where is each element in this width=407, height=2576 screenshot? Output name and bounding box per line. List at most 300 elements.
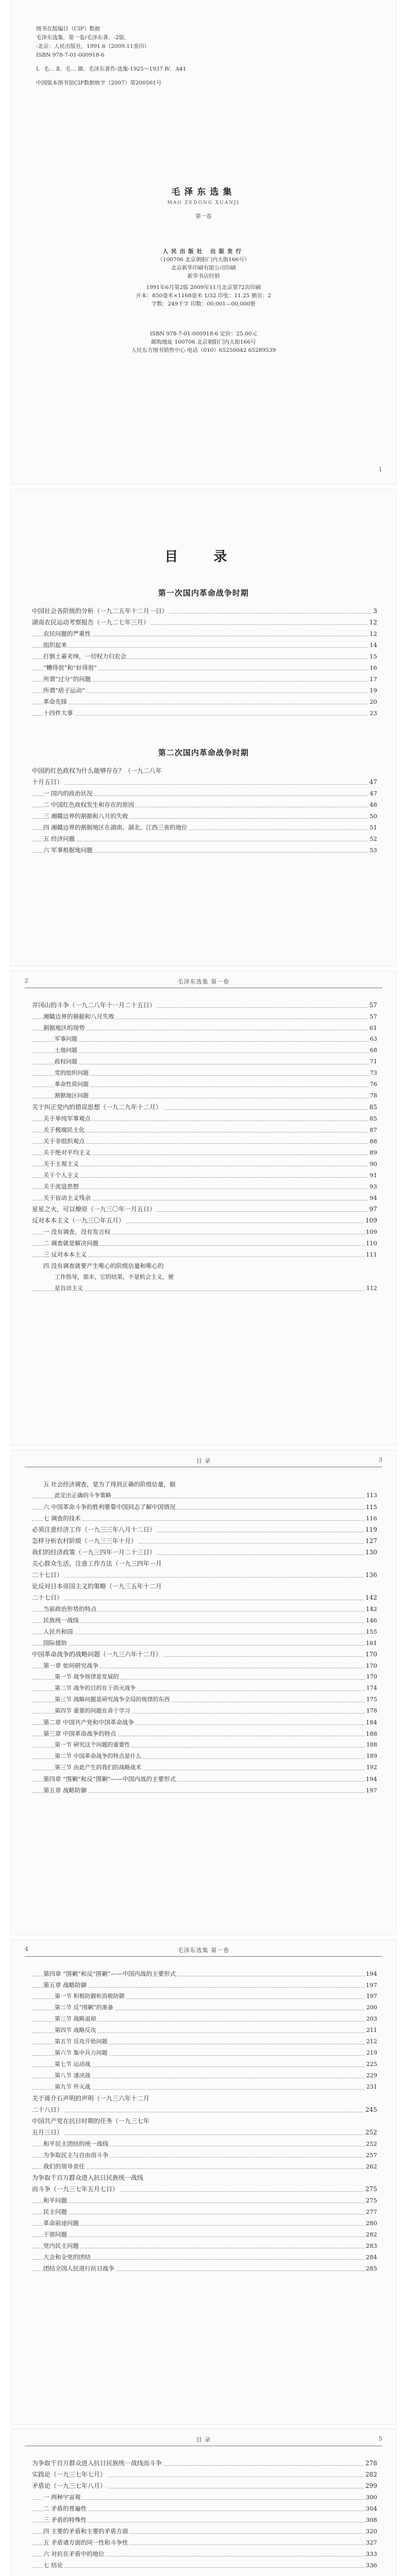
toc-entry[interactable] xyxy=(32,2172,377,2183)
toc-entry[interactable] xyxy=(32,1260,377,1272)
toc-entry-text: 第五章 战略防御 xyxy=(43,1981,87,1989)
toc-entry-page: 73 xyxy=(369,1067,377,1079)
toc-entry-text: 和平问题 xyxy=(43,2197,67,2204)
copyright-page xyxy=(11,0,396,484)
toc-entry-text: 党的组织问题 xyxy=(55,1070,89,1076)
toc-entry-title xyxy=(43,2208,68,2215)
toc-entry[interactable] xyxy=(32,707,377,719)
toc-entry[interactable] xyxy=(32,1705,377,1717)
toc-entry-page: 50 xyxy=(368,810,377,822)
toc-entry-text: 割据地区问题 xyxy=(55,1092,89,1099)
toc-entry[interactable] xyxy=(32,2115,377,2127)
toc-entry[interactable] xyxy=(32,1671,377,1683)
toc-entry-title xyxy=(55,2072,92,2079)
toc-page-1 xyxy=(11,489,396,966)
toc-entry-page: 116 xyxy=(365,1513,377,1524)
toc-entry-text: 关心群众生活，注意工作方法（一九三四年一月 xyxy=(32,1560,162,1567)
toc-entry-title xyxy=(43,1172,80,1179)
toc-entry-page: 20 xyxy=(368,696,377,707)
toc-entry[interactable] xyxy=(32,1581,377,1592)
toc-entry-page: 68 xyxy=(369,1045,377,1056)
toc-entry[interactable] xyxy=(32,2093,377,2104)
toc-entry-page: 16 xyxy=(368,662,377,673)
toc-entry[interactable] xyxy=(32,1535,377,1547)
toc-entry[interactable] xyxy=(32,2104,377,2115)
toc-entry[interactable] xyxy=(32,2560,377,2571)
toc-entry-page: 19 xyxy=(368,685,377,696)
toc-entry-text: 研究这个问题的重要性 xyxy=(73,1741,130,1748)
toc-entry-title xyxy=(32,1104,163,1111)
cip-line: ISBN 978-7-01-000918-6 xyxy=(36,52,105,58)
toc-entry-text: 革命性质问题 xyxy=(55,1081,89,1088)
toc-entry-page: 161 xyxy=(365,1637,377,1649)
toc-entry-page: 97 xyxy=(368,1204,377,1215)
toc-entry-number: 第四节 xyxy=(55,1707,72,1714)
toc-entry[interactable] xyxy=(32,1683,377,1694)
toc-entry-title xyxy=(32,1002,157,1009)
toc-entry[interactable] xyxy=(32,1192,377,1204)
toc-entry-page: 200 xyxy=(365,2002,377,2013)
toc-entry-text: 经济问题 xyxy=(51,835,75,842)
toc-entry-text: 人民共和国 xyxy=(43,1628,73,1635)
toc-entry-text: 调查的技术 xyxy=(51,1515,81,1522)
toc-entry[interactable] xyxy=(32,2195,377,2206)
leader-dots xyxy=(32,1045,377,1053)
toc-entry[interactable] xyxy=(32,617,377,628)
toc-entry-text: 重要的问题在善于学习 xyxy=(73,1707,130,1714)
toc-entry-text: 二十七日） xyxy=(32,1594,63,1601)
toc-entry-number: 四 xyxy=(43,824,49,831)
toc-entry-page: 93 xyxy=(368,1181,377,1192)
toc-entry-title xyxy=(55,1492,112,1499)
toc-entry-title xyxy=(43,687,86,694)
toc-entry-page: 53 xyxy=(368,844,377,856)
toc-entry[interactable] xyxy=(32,662,377,673)
toc-entry-title xyxy=(32,2129,64,2136)
toc-entry-text: 土地问题 xyxy=(55,1047,77,1054)
toc-entry[interactable] xyxy=(32,1649,377,1660)
toc-entry-page: 130 xyxy=(364,1547,377,1558)
toc-entry-text: 打倒土豪劣绅，一切权力归农会 xyxy=(43,653,126,660)
leader-dots xyxy=(32,1158,377,1166)
toc-entry[interactable] xyxy=(32,1079,377,1090)
toc-entry[interactable] xyxy=(32,844,377,856)
toc-entry[interactable] xyxy=(32,1717,377,1728)
toc-entry[interactable] xyxy=(32,1101,377,1113)
toc-entry[interactable] xyxy=(32,1181,377,1192)
leader-dots xyxy=(32,2492,377,2500)
toc-entry[interactable] xyxy=(32,1283,377,1294)
toc-page-3 xyxy=(11,1450,396,1935)
toc-entry[interactable] xyxy=(32,1513,377,1524)
toc-entry[interactable] xyxy=(32,1113,377,1124)
toc-entry[interactable] xyxy=(32,1637,377,1649)
leader-dots xyxy=(32,2560,377,2568)
toc-entry[interactable] xyxy=(32,2526,377,2537)
toc-entry[interactable] xyxy=(32,1147,377,1158)
toc-entry[interactable] xyxy=(32,1773,377,1785)
toc-entry[interactable] xyxy=(32,1547,377,1558)
toc-entry-title xyxy=(43,1013,115,1020)
running-header: 毛泽东选集 第一卷 xyxy=(177,1947,230,1954)
toc-entry-page: 188 xyxy=(365,1739,377,1751)
toc-entry-text: 大会和全党的团结 xyxy=(43,2253,91,2261)
leader-dots xyxy=(32,2240,377,2248)
toc-entry[interactable] xyxy=(32,2013,377,2025)
toc-entry[interactable] xyxy=(32,2263,377,2274)
toc-entry[interactable] xyxy=(32,1238,377,1249)
toc-entry[interactable] xyxy=(32,1215,377,1226)
toc-entry[interactable] xyxy=(32,1056,377,1067)
toc-entry-page: 178 xyxy=(365,1705,377,1717)
toc-entry[interactable] xyxy=(32,2047,377,2059)
toc-entry-page: 300 xyxy=(365,2492,377,2503)
toc-entry-page: 63 xyxy=(369,1033,377,1045)
toc-entry-page: 320 xyxy=(365,2526,377,2537)
toc-entry-title xyxy=(43,2505,88,2512)
toc-entry-title xyxy=(43,1639,68,1647)
toc-entry-title xyxy=(43,1730,117,1737)
leader-dots xyxy=(32,1592,377,1600)
toc-entry-title xyxy=(55,2038,109,2045)
toc-entry[interactable] xyxy=(32,1204,377,1215)
toc-entry-text: 中国的红色政权为什么能够存在？（一九二八年 xyxy=(32,767,162,774)
volume-label: 第一卷 xyxy=(195,213,212,219)
toc-entry[interactable] xyxy=(32,1626,377,1637)
toc-entry-title xyxy=(55,2027,97,2033)
toc-entry-page: 15 xyxy=(368,651,377,662)
toc-entry-page: 87 xyxy=(368,1124,377,1136)
toc-entry[interactable] xyxy=(32,1158,377,1170)
toc-entry-text: 矛盾诸方面的同一性和斗争性 xyxy=(51,2539,128,2546)
toc-entry-page: 304 xyxy=(365,2503,377,2514)
toc-entry-title xyxy=(43,2242,80,2249)
toc-entry[interactable] xyxy=(32,1490,377,1501)
toc-entry[interactable] xyxy=(32,1226,377,1238)
toc-entry[interactable] xyxy=(32,1991,377,2002)
toc-entry-page: 170 xyxy=(365,1671,377,1683)
toc-entry[interactable] xyxy=(32,822,377,833)
toc-list xyxy=(32,999,377,1294)
toc-entry[interactable] xyxy=(32,605,377,617)
toc-entry[interactable] xyxy=(32,1694,377,1705)
toc-entry[interactable] xyxy=(32,799,377,810)
toc-entry[interactable] xyxy=(32,2537,377,2548)
toc-entry-title xyxy=(32,778,64,786)
toc-entry-page: 188 xyxy=(365,1728,377,1739)
toc-list xyxy=(32,1968,377,2274)
toc-entry-number: 四 xyxy=(43,2528,49,2535)
toc-entry[interactable] xyxy=(32,2514,377,2526)
toc-entry[interactable] xyxy=(32,1501,377,1513)
page-number: 2 xyxy=(25,977,28,984)
toc-entry-title xyxy=(43,1970,177,1977)
toc-entry-text: 中国革命战争的战略问题（一九三六年十二月） xyxy=(32,1651,162,1658)
toc-entry-title xyxy=(55,1070,90,1076)
toc-entry[interactable] xyxy=(32,999,377,1011)
edition-line: 1991年6月第2版 2009年11月北京第72次印刷 xyxy=(146,284,261,291)
cip-line: 图书在版编目（CIP）数据 xyxy=(36,26,100,32)
toc-entry[interactable] xyxy=(32,2480,377,2492)
toc-entry-title xyxy=(32,2106,64,2113)
toc-entry-title xyxy=(43,1787,88,1794)
toc-entry-page: 61 xyxy=(368,1022,377,1033)
toc-entry-text: 第一章 如何研究战争 xyxy=(43,1662,99,1669)
toc-entry[interactable] xyxy=(32,1090,377,1101)
toc-entry[interactable] xyxy=(32,685,377,696)
toc-entry[interactable] xyxy=(32,628,377,639)
toc-entry-page: 231 xyxy=(365,2081,377,2093)
toc-entry[interactable] xyxy=(32,1728,377,1739)
page-number: 5 xyxy=(379,2435,382,2442)
toc-entry-text: 第三章 中国革命战争的特点 xyxy=(43,1730,116,1737)
toc-entry-text: 湘赣边界的割据和八月失败 xyxy=(43,1013,114,1020)
toc-entry-title xyxy=(32,2185,120,2193)
toc-entry-page: 110 xyxy=(365,1238,377,1249)
toc-entry[interactable] xyxy=(32,2138,377,2149)
toc-entry[interactable] xyxy=(32,2206,377,2217)
toc-entry[interactable] xyxy=(32,776,377,788)
toc-entry[interactable] xyxy=(32,1272,377,1283)
toc-entry-text: 中国革命斗争的胜利要靠中国同志了解中国情况 xyxy=(51,1503,176,1511)
toc-entry[interactable] xyxy=(32,696,377,707)
toc-entry[interactable] xyxy=(32,2036,377,2047)
toc-entry-page: 109 xyxy=(364,1215,377,1226)
toc-entry-title xyxy=(32,1537,138,1545)
toc-entry[interactable] xyxy=(32,2492,377,2503)
toc-entry-number: 六 xyxy=(43,846,49,854)
toc-entry-page: 57 xyxy=(368,999,377,1011)
toc-entry-title xyxy=(43,2197,68,2204)
book-title: 毛泽东选集 xyxy=(171,187,236,197)
toc-entry[interactable] xyxy=(32,2469,377,2480)
toc-entry[interactable] xyxy=(32,765,377,776)
toc-entry[interactable] xyxy=(32,1045,377,1056)
toc-entry-page: 52 xyxy=(368,833,377,844)
toc-entry[interactable] xyxy=(32,2161,377,2172)
toc-entry-title xyxy=(55,2004,114,2011)
toc-entry-title xyxy=(32,2117,150,2125)
toc-entry-text: 战争的目的在于消灭战争 xyxy=(73,1685,136,1691)
toc-entry-title xyxy=(43,1262,165,1269)
toc-entry[interactable] xyxy=(32,1124,377,1136)
toc-entry[interactable] xyxy=(32,2240,377,2251)
toc-entry[interactable] xyxy=(32,2127,377,2138)
toc-entry-title xyxy=(32,1549,157,1556)
toc-entry[interactable] xyxy=(32,2149,377,2161)
toc-entry[interactable] xyxy=(32,2503,377,2514)
toc-entry[interactable] xyxy=(32,2002,377,2013)
toc-entry[interactable] xyxy=(32,1603,377,1615)
leader-dots xyxy=(32,707,377,716)
toc-entry-text: 第二章 中国共产党和中国革命战争 xyxy=(43,1719,134,1726)
toc-entry-text: 关于主观主义 xyxy=(43,1160,79,1167)
toc-entry-page: 127 xyxy=(364,1535,377,1547)
toc-entry-title xyxy=(43,1981,88,1989)
toc-entry-page: 115 xyxy=(365,1501,377,1513)
toc-entry-page: 252 xyxy=(364,2127,377,2138)
toc-entry-title xyxy=(43,1194,92,1201)
toc-entry-page: 57 xyxy=(368,1011,377,1022)
toc-entry[interactable] xyxy=(32,1136,377,1147)
toc-entry-text: 关于盲动主义残余 xyxy=(43,1194,91,1201)
toc-entry-page: 47 xyxy=(368,788,377,799)
toc-entry[interactable] xyxy=(32,1751,377,1762)
toc-entry-title xyxy=(43,1251,88,1258)
toc-entry[interactable] xyxy=(32,1524,377,1535)
toc-entry[interactable] xyxy=(32,639,377,651)
toc-entry[interactable] xyxy=(32,788,377,799)
toc-entry-text: 战略问题是研究战争全局的规律的东西 xyxy=(73,1696,170,1703)
toc-entry-page: 284 xyxy=(365,2251,377,2263)
toc-entry[interactable] xyxy=(32,1569,377,1581)
toc-entry-text: 当前政治形势的特点 xyxy=(43,1605,97,1613)
toc-entry-title xyxy=(55,2083,92,2090)
toc-page-5 xyxy=(11,2429,396,2576)
toc-entry-text: 对抗在矛盾中的地位 xyxy=(51,2550,105,2557)
toc-entry[interactable] xyxy=(32,2217,377,2229)
toc-entry-number: 第九节 xyxy=(55,2083,72,2090)
toc-entry-title xyxy=(43,1183,80,1190)
toc-entry-title xyxy=(32,2471,107,2478)
toc-entry[interactable] xyxy=(32,833,377,844)
leader-dots xyxy=(32,1569,377,1578)
toc-entry[interactable] xyxy=(32,2059,377,2070)
toc-entry-title xyxy=(55,1993,126,1999)
toc-entry[interactable] xyxy=(32,651,377,662)
toc-entry-page: 252 xyxy=(365,2138,377,2149)
toc-entry[interactable] xyxy=(32,1249,377,1260)
toc-entry[interactable] xyxy=(32,1979,377,1991)
toc-entry-text: 第五章 战略防御 xyxy=(43,1787,87,1794)
toc-entry-title xyxy=(43,2253,92,2261)
running-header: 目 录 xyxy=(196,1458,211,1464)
toc-entry[interactable] xyxy=(32,1660,377,1671)
toc-entry-page: 113 xyxy=(365,1490,377,1501)
toc-entry-text: 第四章 “围剿”和反“围剿”——中国内战的主要形式 xyxy=(43,1970,176,1977)
toc-entry[interactable] xyxy=(32,1022,377,1033)
toc-entry-text: 中国革命战争的特点是什么 xyxy=(73,1753,142,1759)
toc-entry-page: 333 xyxy=(365,2548,377,2560)
toc-entry-text: 是盲动主义 xyxy=(55,1285,83,1292)
toc-entry-text: 为争取千百万群众进入抗日民族统一战线而斗争 xyxy=(32,2460,162,2467)
toc-entry-title xyxy=(32,2174,144,2181)
toc-entry-title xyxy=(43,1115,92,1122)
toc-entry[interactable] xyxy=(32,2070,377,2081)
toc-entry-page: 94 xyxy=(368,1192,377,1204)
toc-entry[interactable] xyxy=(32,1762,377,1773)
toc-entry-number: 第六节 xyxy=(55,2049,72,2056)
distributor-line: 新华书店经销 xyxy=(187,273,220,279)
header-rule xyxy=(25,1956,382,1957)
toc-entry-page: 12 xyxy=(368,617,377,628)
toc-entry-title xyxy=(43,1503,177,1511)
toc-entry-title xyxy=(43,1719,135,1726)
toc-entry[interactable] xyxy=(32,673,377,685)
page-number: 1 xyxy=(379,466,382,473)
running-header: 毛泽东选集 第一卷 xyxy=(177,978,230,985)
toc-entry-number: 第三节 xyxy=(55,1696,72,1703)
toc-entry[interactable] xyxy=(32,1011,377,1022)
toc-entry-text: 民主问题 xyxy=(43,2208,67,2215)
toc-entry-text: 关于非组织观点 xyxy=(43,1138,85,1145)
toc-entry[interactable] xyxy=(32,810,377,822)
toc-entry-page: 14 xyxy=(368,639,377,651)
toc-entry-text: 军事根据地问题 xyxy=(51,846,93,854)
toc-entry[interactable] xyxy=(32,2025,377,2036)
cip-line xyxy=(36,74,186,79)
toc-entry-title xyxy=(43,1126,86,1133)
toc-entry-page: 282 xyxy=(365,2229,377,2240)
toc-list xyxy=(32,2458,377,2571)
leader-dots xyxy=(32,833,377,841)
toc-entry[interactable] xyxy=(32,1479,377,1490)
toc-entry-title xyxy=(32,1206,157,1213)
format-line: 开本：850毫米×1168毫米 1/32 印张：11.25 插页：2 xyxy=(135,293,272,299)
toc-entry-text: 矛盾的普遍性 xyxy=(51,2505,87,2512)
toc-entry-page: 257 xyxy=(365,2149,377,2161)
toc-entry-title xyxy=(43,801,135,808)
toc-entry-title xyxy=(43,675,92,683)
toc-entry[interactable] xyxy=(32,2229,377,2240)
mail-order-line: 邮购地址 100706 北京朝阳门内大街166号 xyxy=(151,339,256,345)
toc-entry-number: 一 xyxy=(43,1228,49,1235)
leader-dots xyxy=(32,1626,377,1634)
toc-entry[interactable] xyxy=(32,1785,377,1796)
toc-entry[interactable] xyxy=(32,2251,377,2263)
toc-entry-text: 战略退却 xyxy=(73,2015,96,2022)
toc-entry-title xyxy=(43,698,68,705)
toc-entry-text: 歼灭战 xyxy=(73,2083,91,2090)
toc-entry[interactable] xyxy=(32,1739,377,1751)
toc-entry-text: 第四章 “围剿”和反“围剿”——中国内战的主要形式 xyxy=(43,1775,176,1783)
toc-entry-page: 308 xyxy=(365,2514,377,2526)
toc-entry-page: 275 xyxy=(364,2183,377,2195)
toc-entry-number: 七 xyxy=(43,1515,49,1522)
toc-entry-text: 集中兵力问题 xyxy=(73,2049,108,2056)
toc-entry[interactable] xyxy=(32,1615,377,1626)
toc-entry[interactable] xyxy=(32,1558,377,1569)
toc-entry-text: 怎样分析农村阶级（一九三三年十月） xyxy=(32,1537,138,1545)
toc-entry[interactable] xyxy=(32,2183,377,2195)
toc-entry-number: 第二节 xyxy=(55,1685,72,1691)
toc-entry[interactable] xyxy=(32,1592,377,1603)
toc-entry-text: 矛盾论（一九三七年八月） xyxy=(32,2482,107,2489)
toc-entry[interactable] xyxy=(32,1170,377,1181)
toc-entry-number: 二 xyxy=(43,801,49,808)
toc-entry[interactable] xyxy=(32,1067,377,1079)
toc-entry-text: 而斗争（一九三七年五月七日） xyxy=(32,2185,119,2193)
toc-entry-number: 五 xyxy=(43,2539,49,2546)
toc-entry-number: 七 xyxy=(43,2562,49,2569)
toc-entry-page: 285 xyxy=(365,2263,377,2274)
toc-page-2 xyxy=(11,971,396,1445)
toc-entry-title xyxy=(32,1583,163,1590)
toc-entry[interactable] xyxy=(32,1033,377,1045)
toc-entry-page: 299 xyxy=(364,2480,377,2492)
leader-dots xyxy=(32,696,377,704)
toc-entry-page: 85 xyxy=(368,1101,377,1113)
toc-entry[interactable] xyxy=(32,1968,377,1979)
toc-entry-page: 174 xyxy=(365,1683,377,1694)
toc-entry-page: 175 xyxy=(365,1694,377,1705)
toc-entry[interactable] xyxy=(32,2548,377,2560)
toc-entry[interactable] xyxy=(32,2458,377,2469)
leader-dots xyxy=(32,2206,377,2214)
toc-entry[interactable] xyxy=(32,2081,377,2093)
toc-entry-page: 78 xyxy=(369,1090,377,1101)
toc-entry-text: 战争规律是发展的 xyxy=(73,1673,119,1680)
